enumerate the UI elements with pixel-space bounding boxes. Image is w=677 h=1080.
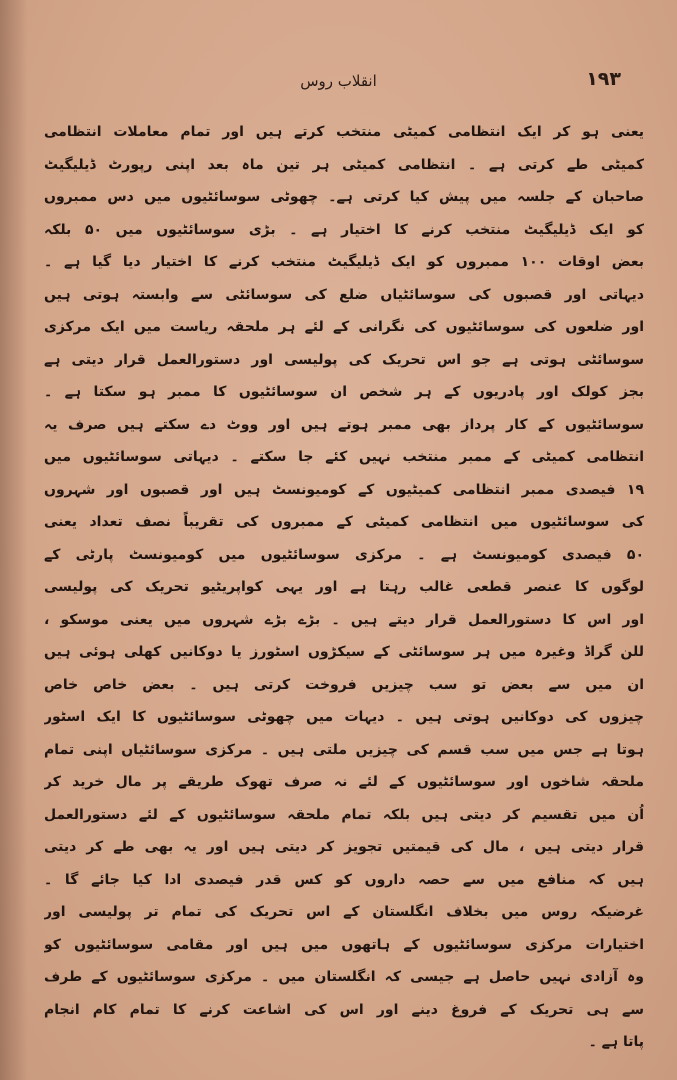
text-line: بجز کولک اور پادریوں کے ہر شخص ان سوسائٹیوں کا ممبر ہو سکتا ہے ۔: [44, 384, 644, 400]
text-line: انتظامی کمیٹی کے ممبر منتخب نہیں کئے جا سکتے ۔ دیہاتی سوسائٹیوں میں: [44, 449, 644, 465]
text-line: بعض اوقات ۱۰۰ ممبروں کو ایک ڈیلیگیٹ منتخب کرنے کا اختیار دیا گیا ہے ۔: [44, 254, 644, 270]
text-line: ملحقہ شاخوں اور سوسائٹیوں کے لئے نہ صرف تھوک طریقے پر مال خرید کر: [44, 774, 644, 790]
text-line: صاحبان کے جلسہ میں پیش کیا کرتی ہے۔ چھوٹی سوسائٹیوں میں دس ممبروں: [44, 189, 644, 205]
text-line: ہوتا ہے جس میں سب قسم کی چیزیں ملتی ہیں ۔ مرکزی سوسائٹیاں اپنی تمام: [44, 741, 644, 758]
text-line: ہیں کہ منافع میں سے حصہ داروں کو کس قدر فیصدی ادا کیا جائے گا ۔: [44, 871, 644, 888]
text-line: اُن میں تقسیم کر دیتی ہیں بلکہ تمام ملحقہ سوسائٹیوں کے لئے دستورالعمل: [44, 806, 644, 823]
text-line: ۱۹ فیصدی ممبر انتظامی کمیٹیوں کے کومیونسٹ ہیں اور قصبوں اور شہروں: [44, 481, 644, 498]
text-line: غرضیکہ روس میں بخلاف انگلستان کے اس تحریک کی تمام تر پولیسی اور: [44, 904, 644, 920]
text-line: للن گراڈ وغیرہ میں ہر سوسائٹی کے سیکڑوں اسٹورز یا دوکانیں کھلی ہوئی ہیں: [44, 644, 644, 660]
text-line: لوگوں کا عنصر قطعی غالب رہتا ہے اور یہی کواپریٹیو تحریک کی پولیسی: [44, 579, 644, 595]
text-line: یعنی ہو کر ایک انتظامی کمیٹی منتخب کرتے ہیں اور تمام معاملات انتظامی: [44, 124, 644, 140]
text-line: سوسائٹیوں کے کار پرداز بھی ممبر ہوتے ہیں اور ووٹ دے سکتے ہیں صرف یہ: [44, 416, 644, 433]
text-line: دیہاتی اور قصبوں کی سوسائٹیاں ضلع کی سوسائٹی سے وابستہ ہوتی ہیں: [44, 286, 644, 303]
text-line: کی سوسائٹیوں میں انتظامی کمیٹی کے ممبروں کی تقریباً نصف تعداد یعنی: [44, 514, 644, 530]
text-line: اور ضلعوں کی سوسائٹیوں کی نگرانی کے لئے ہر ملحقہ ریاست میں ایک مرکزی: [44, 319, 644, 335]
body-text: [44, 116, 644, 1059]
text-line: چیزوں کی دوکانیں ہوتی ہیں ۔ دیہات میں چھوٹی سوسائٹیوں کا ایک اسٹور: [44, 709, 644, 725]
text-line: اختیارات مرکزی سوسائٹیوں کے ہاتھوں میں ہیں اور مقامی سوسائٹیوں کو: [44, 936, 644, 953]
text-line: ۵۰ فیصدی کومیونسٹ ہے ۔ مرکزی سوسائٹیوں میں کومیونسٹ پارٹی کے: [44, 546, 644, 563]
text-line: کمیٹی طے کرتی ہے ۔ انتظامی کمیٹی ہر تین ماہ بعد اپنی رپورٹ ڈیلیگیٹ: [44, 156, 644, 173]
text-line: کو ایک ڈیلیگیٹ منتخب کرنے کا اختیار ہے ۔ بڑی سوسائٹیوں میں ۵۰ بلکہ: [44, 221, 644, 238]
text-line: ان میں سے بعض تو سب چیزیں فروخت کرتی ہیں ۔ بعض خاص خاص: [44, 676, 644, 693]
text-line: وہ آزادی نہیں حاصل ہے جیسی کہ انگلستان میں ۔ مرکزی سوسائٹیوں کے طرف: [44, 969, 644, 985]
text-line: سے ہی تحریک کے فروغ دینے اور اس کی اشاعت کرنے کا تمام کام انجام: [44, 1001, 644, 1018]
text-line: اور اس کا دستورالعمل قرار دیتے ہیں ۔ بڑے بڑے شہروں میں یعنی موسکو ،: [44, 611, 644, 628]
page-number: ۱۹۳: [586, 68, 621, 90]
text-line-last: پاتا ہے ۔: [588, 1034, 644, 1050]
text-line: سوسائٹی ہوتی ہے جو اس تحریک کی پولیسی اور دستورالعمل قرار دیتی ہے: [44, 351, 644, 368]
running-title: انقلاب روس: [300, 72, 377, 90]
page-gutter-shadow: [0, 0, 28, 1080]
text-line: قرار دیتی ہیں ، مال کی قیمتیں تجویز کر دیتی ہیں اور یہ بھی طے کر دیتی: [44, 839, 644, 855]
